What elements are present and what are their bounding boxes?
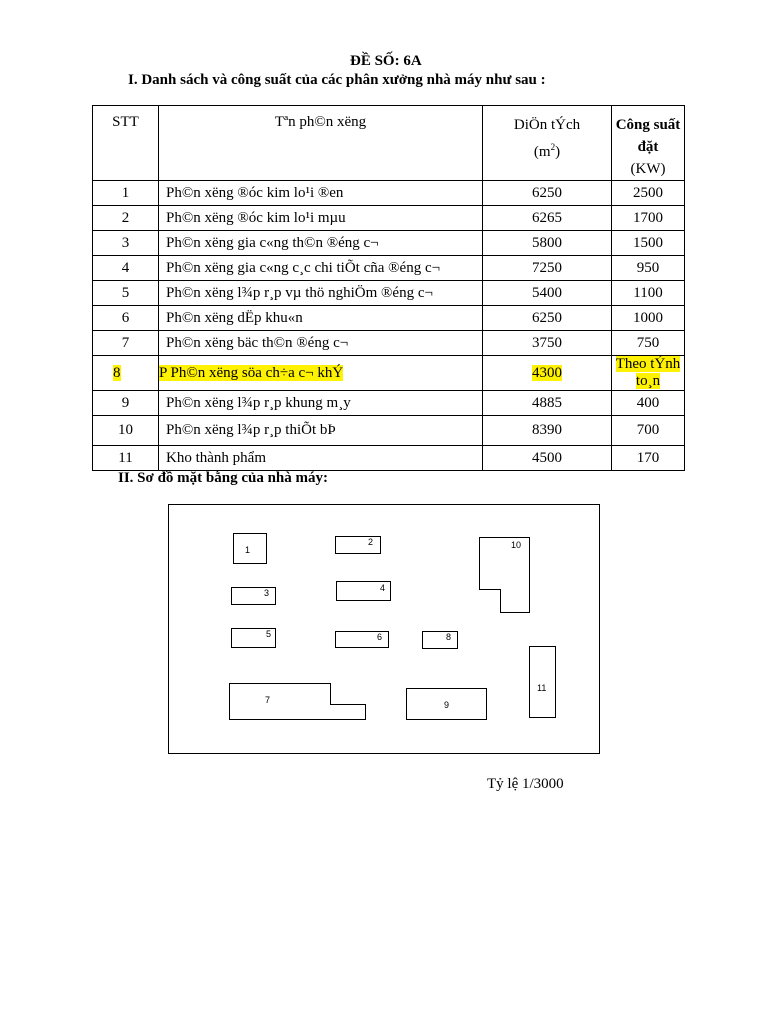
row-power: 2500 bbox=[612, 181, 685, 206]
building-7 bbox=[229, 683, 367, 721]
table-row bbox=[93, 391, 685, 416]
row-power: 1500 bbox=[612, 231, 685, 256]
row-area: 8390 bbox=[483, 416, 612, 446]
building-8 bbox=[422, 631, 458, 649]
row-name: Ph©n xëng gia c«ng th©n ®éng c¬ bbox=[159, 231, 483, 256]
header-power bbox=[612, 106, 685, 181]
row-power: 750 bbox=[612, 331, 685, 356]
row-area: 5800 bbox=[483, 231, 612, 256]
row-power: 400 bbox=[612, 391, 685, 416]
header-stt: STT bbox=[93, 106, 159, 181]
row-name bbox=[159, 356, 483, 391]
table-row bbox=[93, 206, 685, 231]
row-area: 5400 bbox=[483, 281, 612, 306]
table-row bbox=[93, 281, 685, 306]
row-stt: 2 bbox=[93, 206, 159, 231]
row-name: Ph©n xëng l¾p r¸p vµ thö nghiÖm ®éng c¬ bbox=[159, 281, 483, 306]
building-label: 7 bbox=[265, 695, 271, 705]
header-area-unit: $(m^2)$ bbox=[533, 142, 561, 160]
workshop-table bbox=[92, 105, 685, 471]
section1-heading: I. Danh sách và công suất của các phân xưởng nhà máy như sau : bbox=[128, 72, 546, 88]
header-area-line1: DiÖn tÝch bbox=[513, 117, 581, 133]
row-area: 7250 bbox=[483, 256, 612, 281]
row-name: Ph©n xëng ®óc kim lo¹i ®en bbox=[159, 181, 483, 206]
row-name-text: P Ph©n xëng söa ch÷a c¬ khÝ bbox=[159, 364, 344, 381]
table-row bbox=[93, 331, 685, 356]
table-row bbox=[93, 306, 685, 331]
row-name: Ph©n xëng l¾p r¸p thiÕt bÞ bbox=[159, 416, 483, 446]
table-row-highlighted bbox=[93, 356, 685, 391]
table-row bbox=[93, 416, 685, 446]
building-label: 8 bbox=[446, 632, 452, 642]
header-area bbox=[483, 106, 612, 181]
header-power-line1: Công suất đặt bbox=[615, 117, 681, 155]
row-area: 6265 bbox=[483, 206, 612, 231]
row-stt: 4 bbox=[93, 256, 159, 281]
row-stt: 5 bbox=[93, 281, 159, 306]
row-power: 1700 bbox=[612, 206, 685, 231]
row-power: 1000 bbox=[612, 306, 685, 331]
row-power: 700 bbox=[612, 416, 685, 446]
building-label: 10 bbox=[511, 540, 522, 550]
header-power-line2: (KW) bbox=[630, 161, 666, 177]
row-name: Ph©n xëng l¾p r¸p khung m¸y bbox=[159, 391, 483, 416]
row-stt bbox=[93, 356, 159, 391]
row-area: 6250 bbox=[483, 181, 612, 206]
row-stt: 9 bbox=[93, 391, 159, 416]
row-power: 1100 bbox=[612, 281, 685, 306]
row-stt: 1 bbox=[93, 181, 159, 206]
row-name: Kho thành phẩm bbox=[159, 446, 483, 471]
building-label: 6 bbox=[377, 632, 383, 642]
table-row bbox=[93, 256, 685, 281]
building-label: 2 bbox=[368, 537, 374, 547]
row-area: 6250 bbox=[483, 306, 612, 331]
row-area: 4500 bbox=[483, 446, 612, 471]
building-label: 5 bbox=[266, 629, 272, 639]
row-stt: 6 bbox=[93, 306, 159, 331]
row-stt: 3 bbox=[93, 231, 159, 256]
row-name: Ph©n xëng dËp khu«n bbox=[159, 306, 483, 331]
section2-heading: II. Sơ đồ mặt bằng của nhà máy: bbox=[118, 470, 329, 486]
building-11 bbox=[529, 646, 556, 718]
row-power: 950 bbox=[612, 256, 685, 281]
factory-site-plan bbox=[168, 504, 600, 754]
building-3 bbox=[231, 587, 276, 605]
row-area: 3750 bbox=[483, 331, 612, 356]
building-label: 11 bbox=[537, 683, 547, 693]
header-name: Tªn ph©n xëng bbox=[159, 106, 483, 181]
row-stt-text: 8 bbox=[113, 364, 121, 381]
row-area: 4885 bbox=[483, 391, 612, 416]
table-row bbox=[93, 446, 685, 471]
row-name: Ph©n xëng gia c«ng c¸c chi tiÕt cña ®éng c¬ bbox=[159, 256, 483, 281]
building-label: 9 bbox=[444, 700, 450, 710]
building-10 bbox=[479, 537, 535, 613]
building-2 bbox=[335, 536, 381, 554]
row-stt: 7 bbox=[93, 331, 159, 356]
table-header-row bbox=[93, 106, 685, 181]
row-name: Ph©n xëng ®óc kim lo¹i mµu bbox=[159, 206, 483, 231]
table-row bbox=[93, 181, 685, 206]
building-label: 3 bbox=[264, 588, 270, 598]
row-power bbox=[612, 356, 685, 391]
building-label: 4 bbox=[380, 583, 386, 593]
row-area bbox=[483, 356, 612, 391]
row-area-text: 4300 bbox=[532, 364, 562, 381]
row-name: Ph©n xëng bäc th©n ®éng c¬ bbox=[159, 331, 483, 356]
scale-label: Tỷ lệ 1/3000 bbox=[487, 776, 564, 792]
row-stt: 10 bbox=[93, 416, 159, 446]
building-label: 1 bbox=[245, 545, 251, 555]
row-power: 170 bbox=[612, 446, 685, 471]
row-stt: 11 bbox=[93, 446, 159, 471]
table-row bbox=[93, 231, 685, 256]
exam-title: ĐỀ SỐ: 6A bbox=[350, 53, 422, 69]
row-power-text: Theo tÝnh to¸n bbox=[615, 356, 681, 389]
